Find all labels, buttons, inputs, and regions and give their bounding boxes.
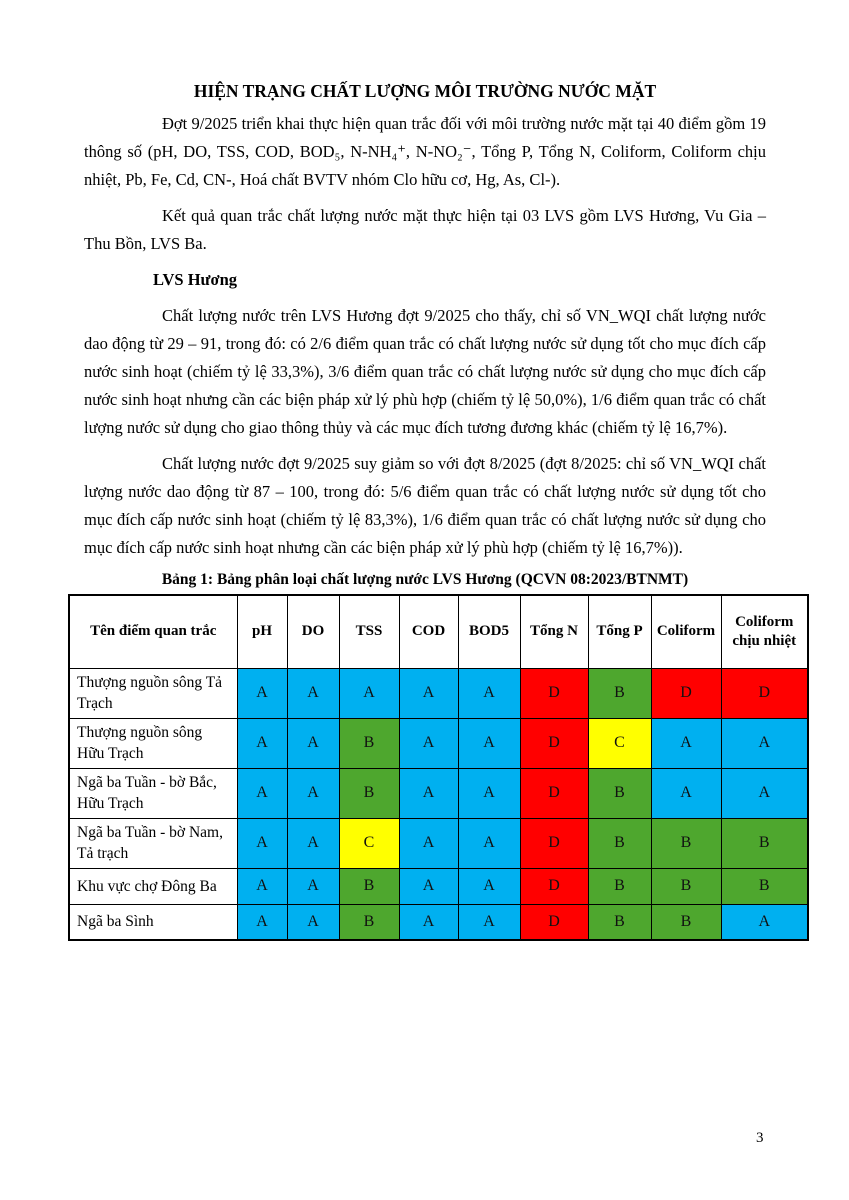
grade-cell: A (237, 718, 287, 768)
site-name-cell: Thượng nguồn sông Hữu Trạch (69, 718, 237, 768)
grade-cell: A (458, 904, 520, 940)
grade-cell: A (237, 668, 287, 718)
grade-cell: A (399, 868, 458, 904)
grade-cell: B (588, 904, 651, 940)
grade-cell: B (339, 768, 399, 818)
grade-cell: B (651, 904, 721, 940)
column-header-6: Tổng N (520, 595, 588, 668)
column-header-7: Tổng P (588, 595, 651, 668)
site-name-cell: Khu vực chợ Đông Ba (69, 868, 237, 904)
grade-cell: A (399, 668, 458, 718)
grade-cell: A (458, 868, 520, 904)
grade-cell: A (287, 768, 339, 818)
paragraph-lvs-huong-current: Chất lượng nước trên LVS Hương đợt 9/2025 cho thấy, chỉ số VN_WQI chất lượng nước dao động từ 29 – 91, trong đó: có 2/6 điểm quan trắc có chất lượng nước sử dụng tốt cho mục đích cấp nước sinh hoạt (chiếm tỷ lệ 33,3%), 3/6 điểm quan trắc có chất lượng nước sử dụng cho mục đích cấp nước sinh hoạt nhưng cần các biện pháp xử lý phù hợp (chiếm tỷ lệ 50,0%), 1/6 điểm quan trắc có chất lượng nước sử dụng cho giao thông thủy và các mục đích tương đương khác (chiếm tỷ lệ 16,7%). (84, 306, 766, 437)
grade-cell: A (287, 718, 339, 768)
grade-cell: A (287, 818, 339, 868)
table-row (69, 904, 808, 940)
grade-cell: A (651, 718, 721, 768)
document-page (77, 78, 797, 941)
grade-cell: A (458, 818, 520, 868)
column-header-0: Tên điểm quan trắc (69, 595, 237, 668)
site-name-cell: Ngã ba Sình (69, 904, 237, 940)
column-header-5: BOD5 (458, 595, 520, 668)
grade-cell: A (721, 904, 808, 940)
grade-cell: A (458, 668, 520, 718)
table-row (69, 868, 808, 904)
grade-cell: C (588, 718, 651, 768)
column-header-2: DO (287, 595, 339, 668)
grade-cell: D (520, 818, 588, 868)
grade-cell: A (237, 868, 287, 904)
column-header-3: TSS (339, 595, 399, 668)
grade-cell: B (588, 818, 651, 868)
table-row (69, 718, 808, 768)
grade-cell: B (721, 818, 808, 868)
table-caption: Bảng 1: Bảng phân loại chất lượng nước LVS Hương (QCVN 08:2023/BTNMT) (161, 571, 689, 588)
grade-cell: B (651, 868, 721, 904)
grade-cell: A (458, 718, 520, 768)
grade-cell: D (520, 768, 588, 818)
grade-cell: B (721, 868, 808, 904)
grade-cell: A (287, 668, 339, 718)
grade-cell: B (339, 868, 399, 904)
grade-cell: A (399, 768, 458, 818)
table-row (69, 768, 808, 818)
grade-cell: B (651, 818, 721, 868)
site-name-cell: Ngã ba Tuần - bờ Bắc, Hữu Trạch (69, 768, 237, 818)
site-name-cell: Thượng nguồn sông Tả Trạch (69, 668, 237, 718)
grade-cell: B (339, 904, 399, 940)
page-title: HIỆN TRẠNG CHẤT LƯỢNG MÔI TRƯỜNG NƯỚC MẶT (193, 81, 657, 101)
paragraph-results-summary: Kết quả quan trắc chất lượng nước mặt thực hiện tại 03 LVS gồm LVS Hương, Vu Gia – Thu Bồn, LVS Ba. (84, 206, 766, 253)
section-heading-lvs-huong: LVS Hương (153, 270, 238, 289)
grade-cell: D (520, 668, 588, 718)
site-name-cell: Ngã ba Tuần - bờ Nam, Tả trạch (69, 818, 237, 868)
table-header-row (69, 595, 808, 668)
column-header-1: pH (237, 595, 287, 668)
grade-cell: B (588, 868, 651, 904)
grade-cell: A (721, 768, 808, 818)
grade-cell: A (237, 818, 287, 868)
grade-cell: D (520, 718, 588, 768)
column-header-8: Coliform (651, 595, 721, 668)
grade-cell: B (339, 718, 399, 768)
grade-cell: A (458, 768, 520, 818)
grade-cell: B (588, 768, 651, 818)
grade-cell: D (721, 668, 808, 718)
paragraph-lvs-huong-comparison: Chất lượng nước đợt 9/2025 suy giảm so với đợt 8/2025 (đợt 8/2025: chỉ số VN_WQI chất lượng nước dao động từ 87 – 100, trong đó: 5/6 điểm quan trắc có chất lượng nước sử dụng tốt cho mục đích cấp nước sinh hoạt (chiếm tỷ lệ 83,3%), 1/6 điểm quan trắc có chất lượng nước sử dụng cho mục đích cấp nước sinh hoạt nhưng cần các biện pháp xử lý phù hợp (chiếm tỷ lệ 16,7%)). (84, 454, 766, 557)
grade-cell: A (287, 868, 339, 904)
grade-cell: A (399, 818, 458, 868)
table-row (69, 668, 808, 718)
page-number: 3 (756, 1130, 764, 1146)
grade-cell: D (520, 868, 588, 904)
grade-cell: A (651, 768, 721, 818)
table-body (69, 668, 808, 940)
paragraph-overview: Đợt 9/2025 triển khai thực hiện quan trắc đối với môi trường nước mặt tại 40 điểm gồm 19 thông số (pH, DO, TSS, COD, BOD₅, N-NH₄⁺, N-NO₂⁻, Tổng P, Tổng N, Coliform, Coliform chịu nhiệt, Pb, Fe, Cd, CN-, Hoá chất BVTV nhóm Clo hữu cơ, Hg, As, Cl-). (84, 114, 766, 189)
grade-cell: D (520, 904, 588, 940)
column-header-4: COD (399, 595, 458, 668)
grade-cell: A (339, 668, 399, 718)
grade-cell: D (651, 668, 721, 718)
table-row (69, 818, 808, 868)
grade-cell: A (237, 904, 287, 940)
water-quality-table (68, 594, 809, 941)
grade-cell: A (287, 904, 339, 940)
grade-cell: A (399, 904, 458, 940)
grade-cell: C (339, 818, 399, 868)
grade-cell: A (721, 718, 808, 768)
column-header-9: Coliform chịu nhiệt (721, 595, 808, 668)
grade-cell: A (399, 718, 458, 768)
grade-cell: A (237, 768, 287, 818)
grade-cell: B (588, 668, 651, 718)
